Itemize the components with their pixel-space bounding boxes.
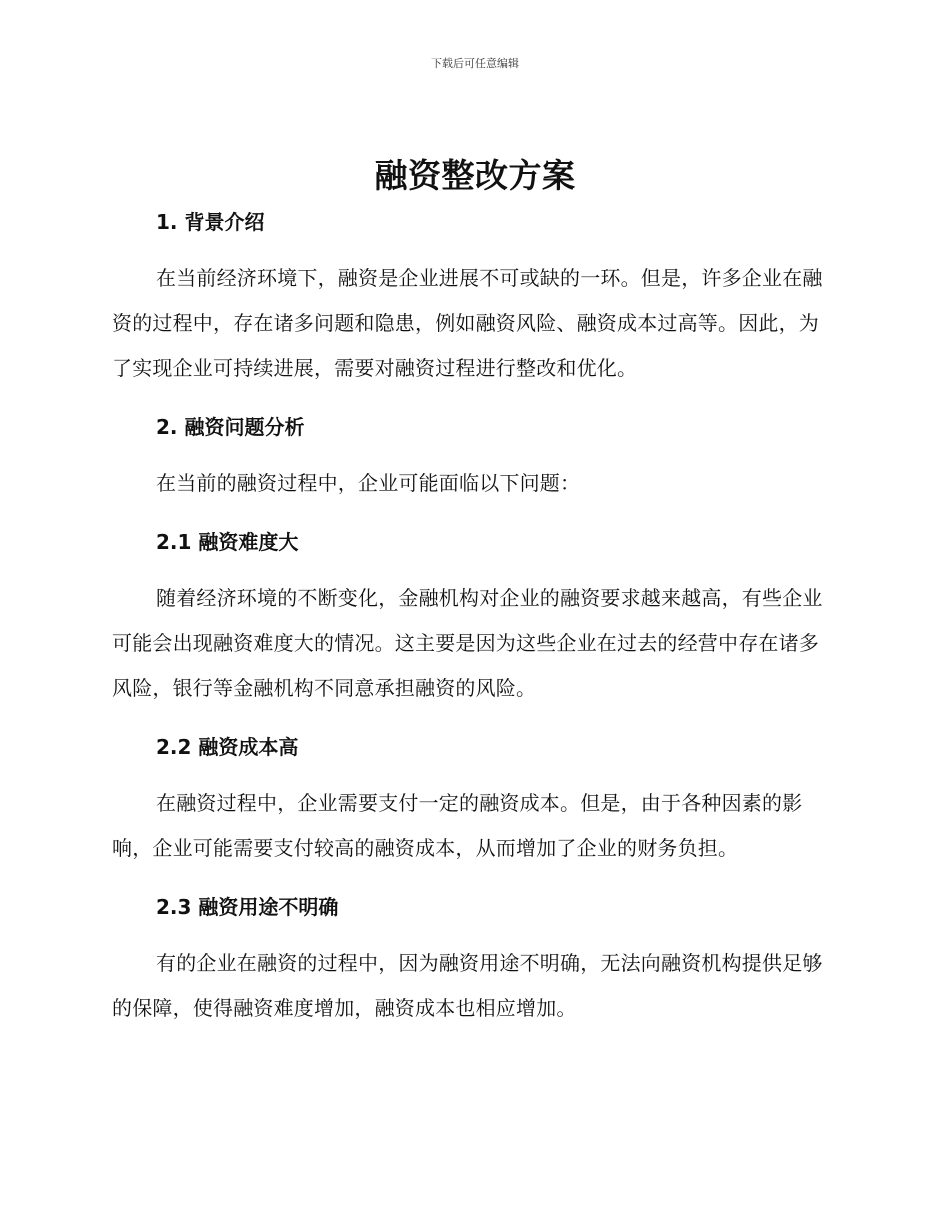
paragraph-cost: 在融资过程中，企业需要支付一定的融资成本。但是，由于各种因素的影响，企业可能需要支付较高的融资成本，从而增加了企业的财务负担。	[112, 791, 803, 860]
paragraph-purpose: 有的企业在融资的过程中，因为融资用途不明确，无法向融资机构提供足够的保障，使得融资难度增加，融资成本也相应增加。	[112, 951, 823, 1020]
document-body	[112, 200, 832, 1031]
section-heading-purpose: 2.3 融资用途不明确	[156, 895, 339, 919]
section-heading-cost: 2.2 融资成本高	[156, 735, 299, 759]
section-heading-problem-analysis: 2. 融资问题分析	[156, 415, 305, 439]
header-note: 下载后可任意编辑	[431, 57, 519, 70]
paragraph-problem-analysis: 在当前的融资过程中，企业可能面临以下问题：	[156, 471, 581, 495]
paragraph-difficulty: 随着经济环境的不断变化，金融机构对企业的融资要求越来越高，有些企业可能会出现融资难度大的情况。这主要是因为这些企业在过去的经营中存在诸多风险，银行等金融机构不同意承担融资的风险。	[112, 586, 823, 700]
document-title: 融资整改方案	[374, 156, 576, 195]
section-heading-difficulty: 2.1 融资难度大	[156, 530, 299, 554]
section-heading-background: 1. 背景介绍	[156, 210, 265, 234]
paragraph-background: 在当前经济环境下，融资是企业进展不可或缺的一环。但是，许多企业在融资的过程中，存在诸多问题和隐患，例如融资风险、融资成本过高等。因此，为了实现企业可持续进展，需要对融资过程进行整改和优化。	[112, 266, 823, 380]
